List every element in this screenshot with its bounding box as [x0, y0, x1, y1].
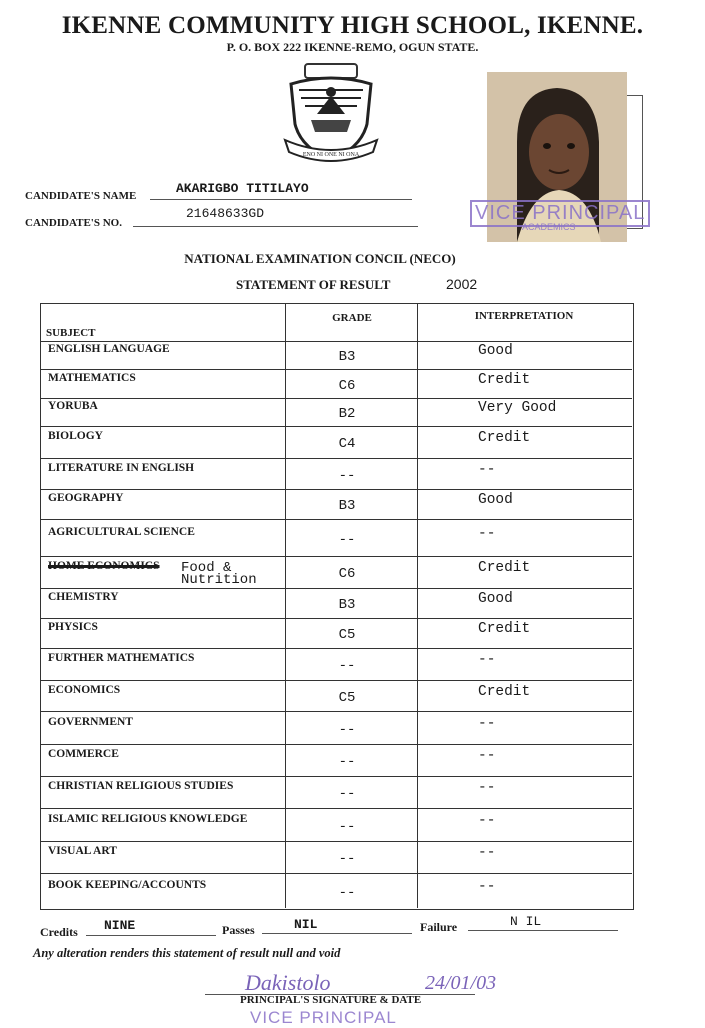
credits-label: Credits: [40, 925, 78, 939]
table-row-line: [40, 808, 632, 809]
interpretation-value: Credit: [478, 560, 531, 576]
grade-value: B3: [338, 597, 356, 613]
grade-value: B2: [338, 406, 356, 422]
subject-name: LITERATURE IN ENGLISH: [48, 462, 195, 474]
interpretation-value: --: [478, 748, 496, 764]
subject-name: HOME ECONOMICS: [48, 560, 160, 572]
grade-value: --: [338, 819, 356, 835]
subject-name: MATHEMATICS: [48, 372, 136, 384]
candidate-name-line: [150, 199, 412, 200]
table-divider-grade: [285, 303, 286, 908]
grade-value: --: [338, 468, 356, 484]
subject-name: PHYSICS: [48, 621, 98, 633]
subject-name: ENGLISH LANGUAGE: [48, 343, 170, 355]
table-row-line: [40, 341, 632, 342]
grade-value: C4: [338, 436, 356, 452]
alteration-warning: Any alteration renders this statement of result null and void: [33, 946, 341, 960]
interpretation-value: --: [478, 845, 496, 861]
grade-value: B3: [338, 349, 356, 365]
crest-motto: ENO NI ONE NI ONA: [302, 152, 360, 158]
subject-name: CHEMISTRY: [48, 591, 119, 603]
vice-principal-stamp: VICE PRINCIPAL: [470, 200, 650, 227]
interpretation-value: Credit: [478, 372, 531, 388]
grade-value: --: [338, 786, 356, 802]
interpretation-value: --: [478, 652, 496, 668]
col-header-subject: SUBJECT: [46, 327, 96, 339]
table-row-line: [40, 648, 632, 649]
candidate-name-value: AKARIGBO TITILAYO: [176, 181, 309, 196]
grade-value: --: [338, 754, 356, 770]
table-row-line: [40, 873, 632, 874]
grade-value: C6: [338, 378, 356, 394]
candidate-number-label: CANDIDATE'S NO.: [25, 217, 122, 229]
subject-name: VISUAL ART: [48, 845, 117, 857]
interpretation-value: --: [478, 526, 496, 542]
signature-label: PRINCIPAL'S SIGNATURE & DATE: [240, 994, 422, 1006]
school-crest: [283, 62, 379, 170]
credits-value: NINE: [104, 918, 136, 933]
grade-value: --: [338, 851, 356, 867]
grade-value: --: [338, 532, 356, 548]
candidate-number-value: 21648633GD: [186, 206, 265, 221]
passes-value: NIL: [294, 917, 318, 932]
interpretation-value: Good: [478, 492, 513, 508]
interpretation-value: Good: [478, 343, 513, 359]
table-row-line: [40, 556, 632, 557]
vice-principal-stamp-bottom: VICE PRINCIPAL: [250, 1008, 397, 1027]
table-row-line: [40, 618, 632, 619]
subject-name: BIOLOGY: [48, 430, 103, 442]
failure-label: Failure: [420, 920, 458, 934]
subject-name: ISLAMIC RELIGIOUS KNOWLEDGE: [48, 813, 248, 825]
table-row-line: [40, 776, 632, 777]
table-row-line: [40, 588, 632, 589]
interpretation-value: Credit: [478, 684, 531, 700]
grade-value: C5: [338, 627, 356, 643]
subject-name: COMMERCE: [48, 748, 119, 760]
signature-date: 24/01/03: [425, 972, 497, 994]
interpretation-value: --: [478, 716, 496, 732]
subject-name: GOVERNMENT: [48, 716, 133, 728]
subject-name: FURTHER MATHEMATICS: [48, 652, 195, 664]
col-header-grade: GRADE: [332, 312, 372, 324]
school-address: P. O. BOX 222 IKENNE-REMO, OGUN STATE.: [226, 40, 479, 54]
subject-name: GEOGRAPHY: [48, 492, 124, 504]
grade-value: --: [338, 658, 356, 674]
vice-principal-stamp-sub: ACADEMICS: [522, 222, 576, 232]
interpretation-value: --: [478, 462, 496, 478]
statement-year: 2002: [446, 276, 478, 292]
grade-value: C6: [338, 566, 356, 582]
grade-value: B3: [338, 498, 356, 514]
interpretation-value: --: [478, 879, 496, 895]
table-row-line: [40, 519, 632, 520]
table-row-line: [40, 489, 632, 490]
statement-label: STATEMENT OF RESULT: [236, 277, 391, 292]
subject-name: BOOK KEEPING/ACCOUNTS: [48, 879, 207, 891]
subject-name: ECONOMICS: [48, 684, 121, 696]
grade-value: --: [338, 885, 356, 901]
table-row-line: [40, 398, 632, 399]
credits-line: [86, 935, 216, 936]
interpretation-value: Credit: [478, 430, 531, 446]
failure-line: [468, 930, 618, 931]
exam-body-title: NATIONAL EXAMINATION CONCIL (NECO): [184, 251, 456, 266]
table-row-line: [40, 744, 632, 745]
table-row-line: [40, 426, 632, 427]
table-row-line: [40, 711, 632, 712]
interpretation-value: Very Good: [478, 400, 557, 416]
interpretation-value: --: [478, 780, 496, 796]
subject-handwritten-note: Food &: [181, 560, 232, 576]
failure-value: N IL: [510, 914, 542, 929]
table-row-line: [40, 458, 632, 459]
subject-handwritten-note: Nutrition: [181, 572, 257, 588]
interpretation-value: Good: [478, 591, 513, 607]
subject-name: YORUBA: [48, 400, 98, 412]
table-row-line: [40, 841, 632, 842]
table-row-line: [40, 680, 632, 681]
candidate-name-label: CANDIDATE'S NAME: [25, 190, 137, 202]
interpretation-value: Credit: [478, 621, 531, 637]
passes-label: Passes: [222, 923, 255, 937]
passes-line: [262, 933, 412, 934]
interpretation-value: --: [478, 813, 496, 829]
candidate-number-line: [133, 226, 418, 227]
school-name: IKENNE COMMUNITY HIGH SCHOOL, IKENNE.: [61, 12, 644, 39]
table-row-line: [40, 369, 632, 370]
grade-value: C5: [338, 690, 356, 706]
table-divider-interpretation: [417, 303, 418, 908]
subject-name: AGRICULTURAL SCIENCE: [48, 526, 195, 538]
principal-signature: Dakistolo: [245, 970, 331, 995]
col-header-interpretation: INTERPRETATION: [474, 310, 574, 322]
subject-name: CHRISTIAN RELIGIOUS STUDIES: [48, 780, 234, 792]
grade-value: --: [338, 722, 356, 738]
